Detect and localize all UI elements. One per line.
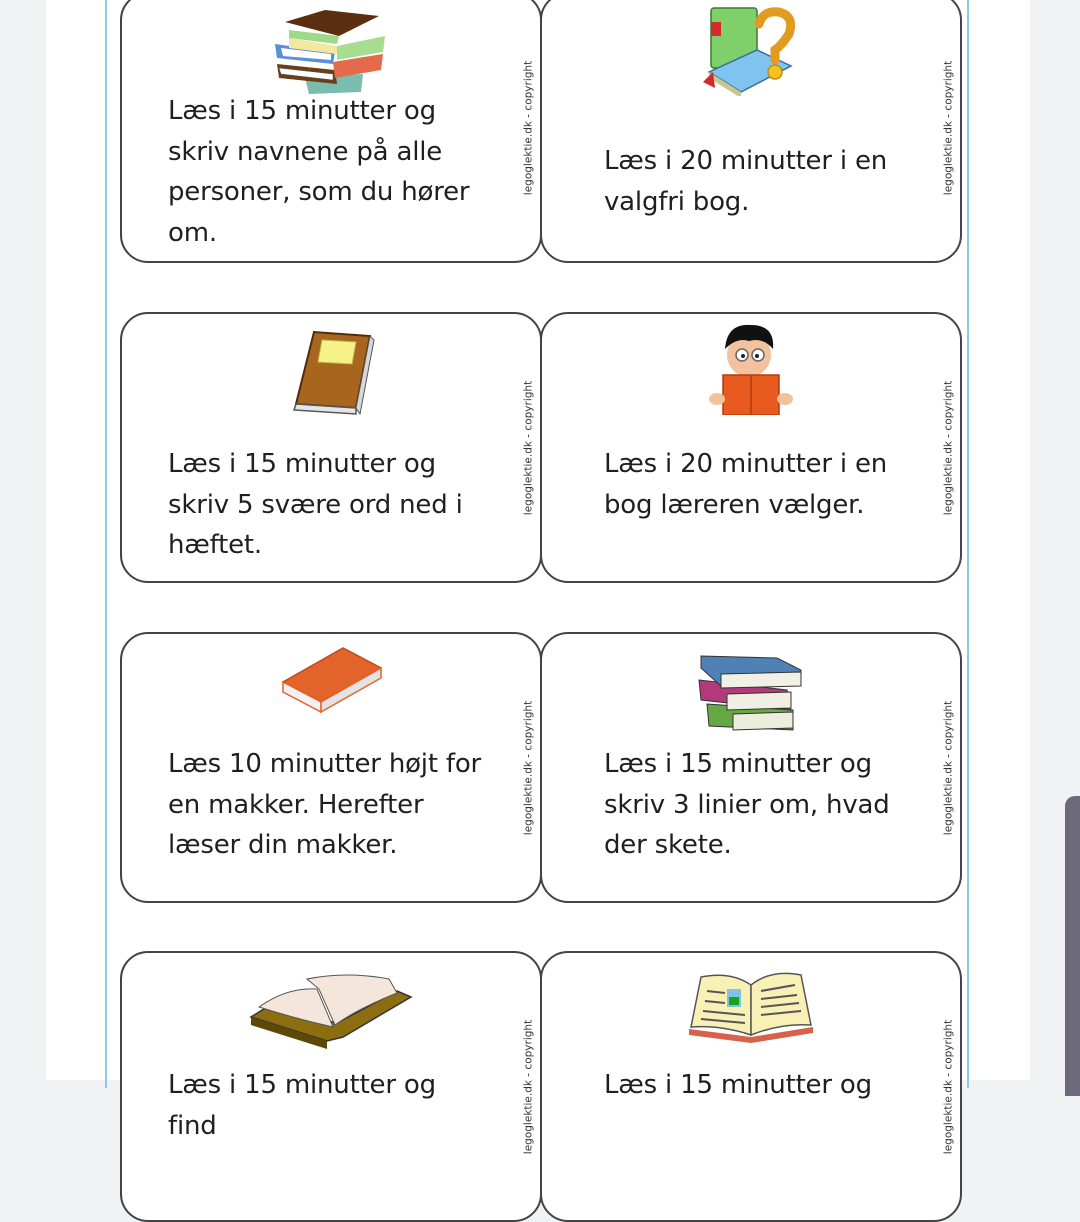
task-text: Læs 10 minutter højt for en makker. Herefter læser din makker. (168, 749, 482, 860)
stack-of-striped-books-icon (275, 8, 387, 94)
task-text: Læs i 15 minutter og (604, 1070, 872, 1100)
orange-book-icon (279, 644, 383, 716)
task-card (540, 0, 962, 263)
copyright-watermark: legoglektie.dk - copyright (522, 380, 534, 515)
stack-of-three-books-icon (697, 652, 805, 732)
task-card (120, 951, 542, 1222)
task-text: Læs i 15 minutter og skriv navnene på alle personer, som du hører om. (168, 96, 470, 248)
copyright-watermark: legoglektie.dk - copyright (522, 60, 534, 195)
task-card (540, 312, 962, 583)
brown-book-icon (286, 324, 376, 416)
task-card (120, 0, 542, 263)
task-text: Læs i 15 minutter og skriv 3 linier om, hvad der skete. (604, 749, 890, 860)
task-text: Læs i 15 minutter og find (168, 1070, 436, 1141)
copyright-watermark: legoglektie.dk - copyright (942, 380, 954, 515)
open-brown-book-icon (247, 967, 415, 1049)
task-text: Læs i 20 minutter i en valgfri bog. (604, 146, 888, 217)
book-question-mark-icon (701, 2, 801, 96)
task-text: Læs i 15 minutter og skriv 5 svære ord ned i hæftet. (168, 449, 463, 560)
task-card (540, 632, 962, 903)
copyright-watermark: legoglektie.dk - copyright (942, 1019, 954, 1154)
boy-reading-book-icon (703, 319, 799, 415)
scrollbar-thumb[interactable] (1065, 796, 1080, 1096)
copyright-watermark: legoglektie.dk - copyright (522, 700, 534, 835)
task-text: Læs i 20 minutter i en bog læreren vælger. (604, 449, 888, 520)
copyright-watermark: legoglektie.dk - copyright (942, 60, 954, 195)
copyright-watermark: legoglektie.dk - copyright (522, 1019, 534, 1154)
task-card (120, 632, 542, 903)
task-card (540, 951, 962, 1222)
task-card (120, 312, 542, 583)
open-illustrated-book-icon (685, 969, 817, 1043)
copyright-watermark: legoglektie.dk - copyright (942, 700, 954, 835)
